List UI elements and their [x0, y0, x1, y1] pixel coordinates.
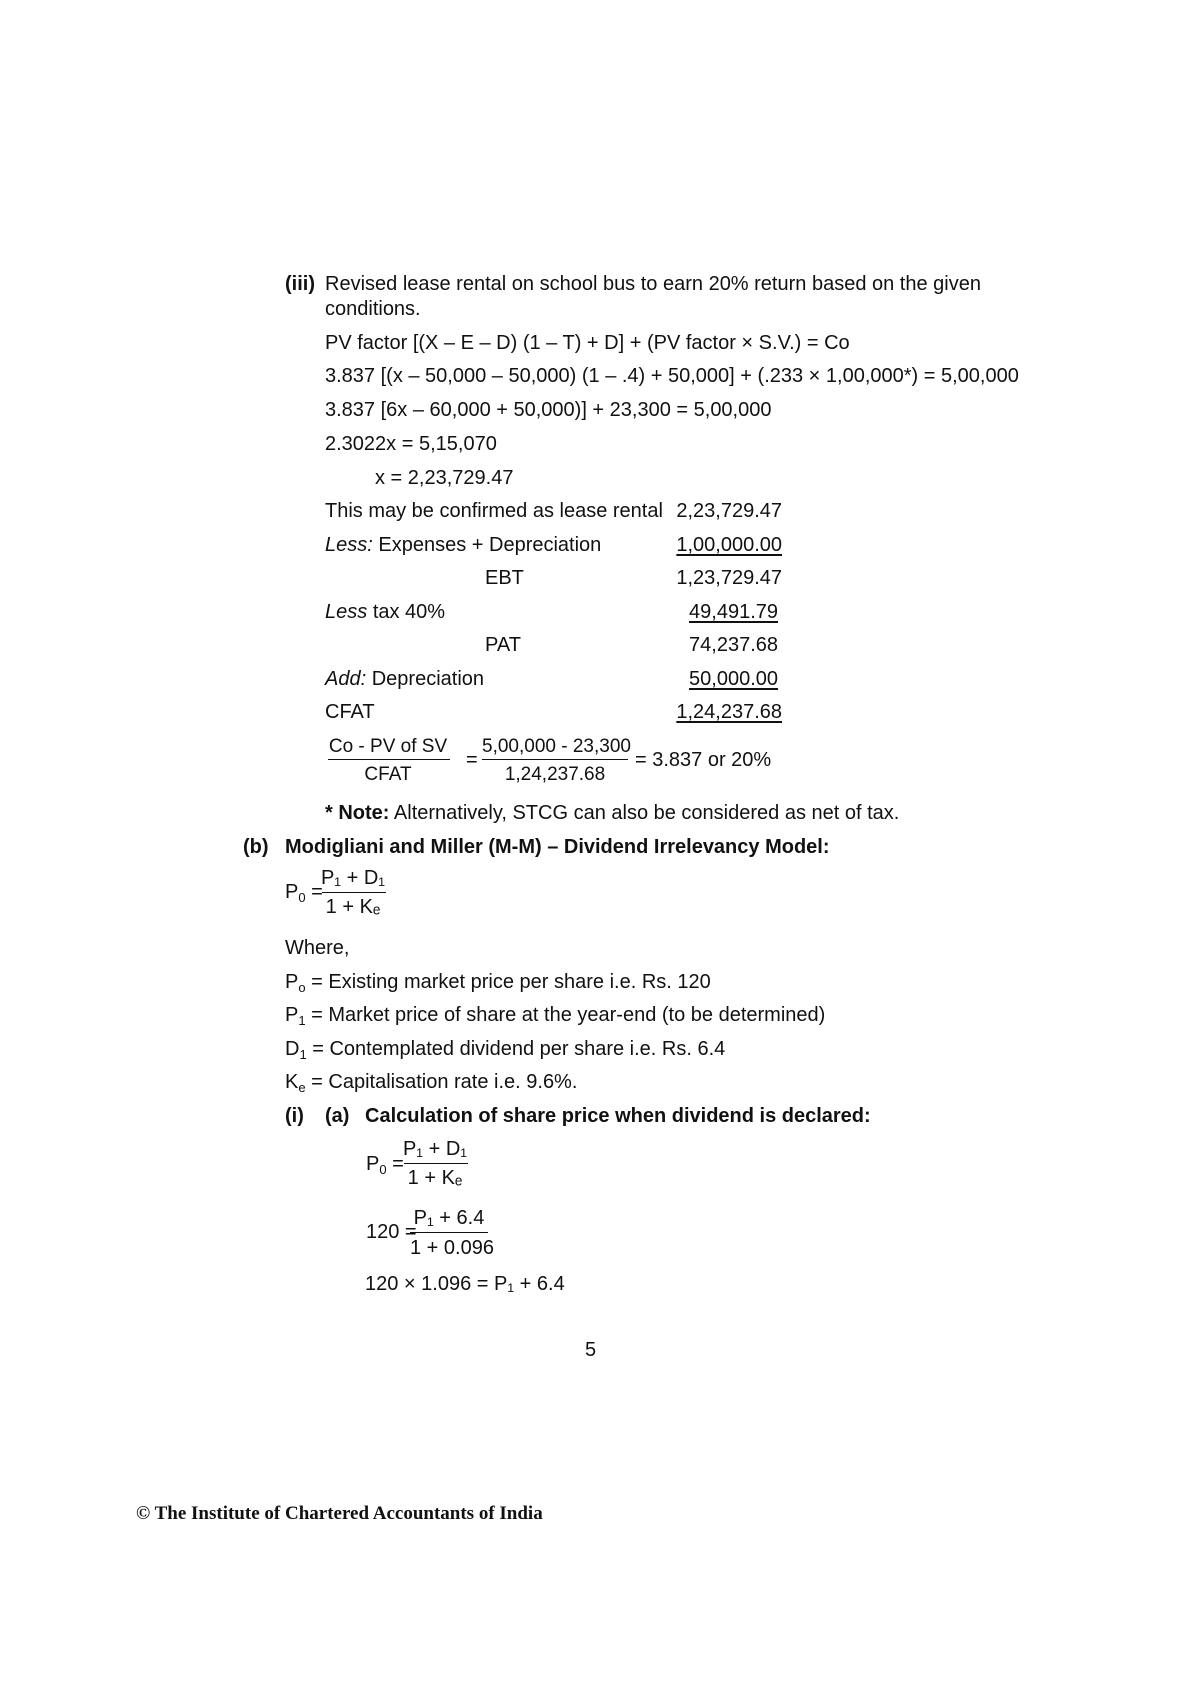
- definition-ke: [285, 1070, 577, 1100]
- formula-3-lhs: 120 =: [366, 1221, 417, 1243]
- formula-2-numerator: P₁ + D₁: [402, 1138, 468, 1160]
- ratio-denominator-1: CFAT: [364, 764, 412, 785]
- page-number: 5: [585, 1339, 597, 1361]
- ebt-label: EBT: [485, 567, 524, 589]
- formula-2-lhs-subscript: 0: [379, 1162, 387, 1177]
- ratio-denominator-2: 1,24,237.68: [504, 764, 606, 785]
- note-text: Alternatively, STCG can also be considered as net of tax.: [393, 802, 900, 824]
- expenses-value: 1,00,000.00: [676, 534, 782, 556]
- tax-text: tax 40%: [372, 601, 446, 623]
- definition-p1-symbol: P: [285, 1004, 299, 1026]
- definition-d1-subscript: 1: [299, 1047, 307, 1062]
- definition-p0: [285, 970, 711, 1000]
- ratio-fraction-bar-1: [328, 759, 450, 760]
- depreciation-row-label: [325, 667, 484, 691]
- definition-d1-symbol: D: [285, 1038, 300, 1060]
- formula-1-fraction-bar: [322, 892, 386, 893]
- expenses-text: Expenses + Depreciation: [378, 534, 602, 556]
- definition-p1-text: = Market price of share at the year-end (to be determined): [311, 1004, 826, 1026]
- lease-rental-label: This may be confirmed as lease rental: [325, 500, 663, 522]
- footer-copyright: © The Institute of Chartered Accountants of India: [136, 1503, 543, 1524]
- definition-p0-symbol: P: [285, 971, 299, 993]
- part-iii-intro-line1: Revised lease rental on school bus to earn 20% return based on the given: [325, 273, 981, 295]
- ratio-result: = 3.837 or 20%: [635, 749, 772, 771]
- formula-1-lhs-symbol: P: [285, 881, 299, 903]
- expenses-row-label: [325, 533, 601, 557]
- formula-3-fraction-bar: [410, 1232, 488, 1233]
- depreciation-text: Depreciation: [371, 668, 485, 690]
- less-prefix: Less:: [325, 534, 373, 556]
- formula-1-lhs: [285, 880, 323, 910]
- sub-i-label: (i): [285, 1105, 304, 1127]
- ratio-numerator-1: Co - PV of SV: [328, 736, 448, 757]
- formula-1-lhs-subscript: 0: [298, 890, 306, 905]
- formula-3-numerator: P₁ + 6.4: [413, 1207, 485, 1229]
- note-label: * Note:: [325, 802, 390, 824]
- formula-3-denominator: 1 + 0.096: [410, 1237, 494, 1259]
- ratio-numerator-2: 5,00,000 - 23,300: [482, 736, 631, 757]
- cfat-label: CFAT: [325, 701, 375, 723]
- note: [325, 801, 899, 825]
- formula-2-fraction-bar: [404, 1163, 468, 1164]
- where-label: Where,: [285, 937, 350, 959]
- tax-value: 49,491.79: [689, 601, 778, 623]
- tax-less-prefix: Less: [325, 601, 368, 623]
- formula-1-denominator: 1 + Kₑ: [325, 896, 381, 918]
- pat-label: PAT: [485, 634, 521, 656]
- sub-a-heading: Calculation of share price when dividend is declared:: [365, 1105, 871, 1127]
- definition-p1: [285, 1003, 825, 1033]
- equation-3: 3.837 [6x – 60,000 + 50,000)] + 23,300 = 5,00,000: [325, 399, 772, 421]
- equation-1: PV factor [(X – E – D) (1 – T) + D] + (PV factor × S.V.) = Co: [325, 332, 850, 354]
- ebt-value: 1,23,729.47: [676, 567, 782, 589]
- definition-ke-subscript: e: [298, 1080, 306, 1095]
- definition-p1-subscript: 1: [298, 1013, 306, 1028]
- depreciation-value: 50,000.00: [689, 668, 778, 690]
- part-iii-intro-line2: conditions.: [325, 298, 421, 320]
- part-b-label: (b): [243, 836, 269, 858]
- formula-1-equals: =: [311, 881, 323, 903]
- formula-2-lhs: [366, 1152, 404, 1182]
- formula-2-denominator: 1 + Kₑ: [407, 1167, 463, 1189]
- equation-5: x = 2,23,729.47: [375, 467, 514, 489]
- tax-row-label: [325, 600, 445, 624]
- definition-p0-subscript: o: [298, 980, 306, 995]
- formula-2-equals: =: [392, 1153, 404, 1175]
- cfat-value: 1,24,237.68: [676, 701, 782, 723]
- part-iii-label: (iii): [285, 273, 315, 295]
- equation-2: 3.837 [(x – 50,000 – 50,000) (1 – .4) + 50,000] + (.233 × 1,00,000*) = 5,00,000: [325, 365, 1019, 387]
- part-b-heading: Modigliani and Miller (M-M) – Dividend Irrelevancy Model:: [285, 836, 830, 858]
- formula-4: 120 × 1.096 = P₁ + 6.4: [365, 1273, 565, 1295]
- definition-d1: [285, 1037, 725, 1067]
- definition-p0-text: = Existing market price per share i.e. Rs. 120: [311, 971, 711, 993]
- ratio-fraction-bar-2: [482, 759, 628, 760]
- formula-1-numerator: P₁ + D₁: [320, 867, 386, 889]
- lease-rental-value: 2,23,729.47: [676, 500, 782, 522]
- add-prefix: Add:: [325, 668, 367, 690]
- definition-ke-text: = Capitalisation rate i.e. 9.6%.: [311, 1071, 578, 1093]
- ratio-equals: =: [466, 749, 478, 771]
- formula-2-lhs-symbol: P: [366, 1153, 380, 1175]
- definition-d1-text: = Contemplated dividend per share i.e. Rs. 6.4: [312, 1038, 726, 1060]
- definition-ke-symbol: K: [285, 1071, 299, 1093]
- sub-a-label: (a): [325, 1105, 350, 1127]
- equation-4: 2.3022x = 5,15,070: [325, 433, 497, 455]
- pat-value: 74,237.68: [689, 634, 778, 656]
